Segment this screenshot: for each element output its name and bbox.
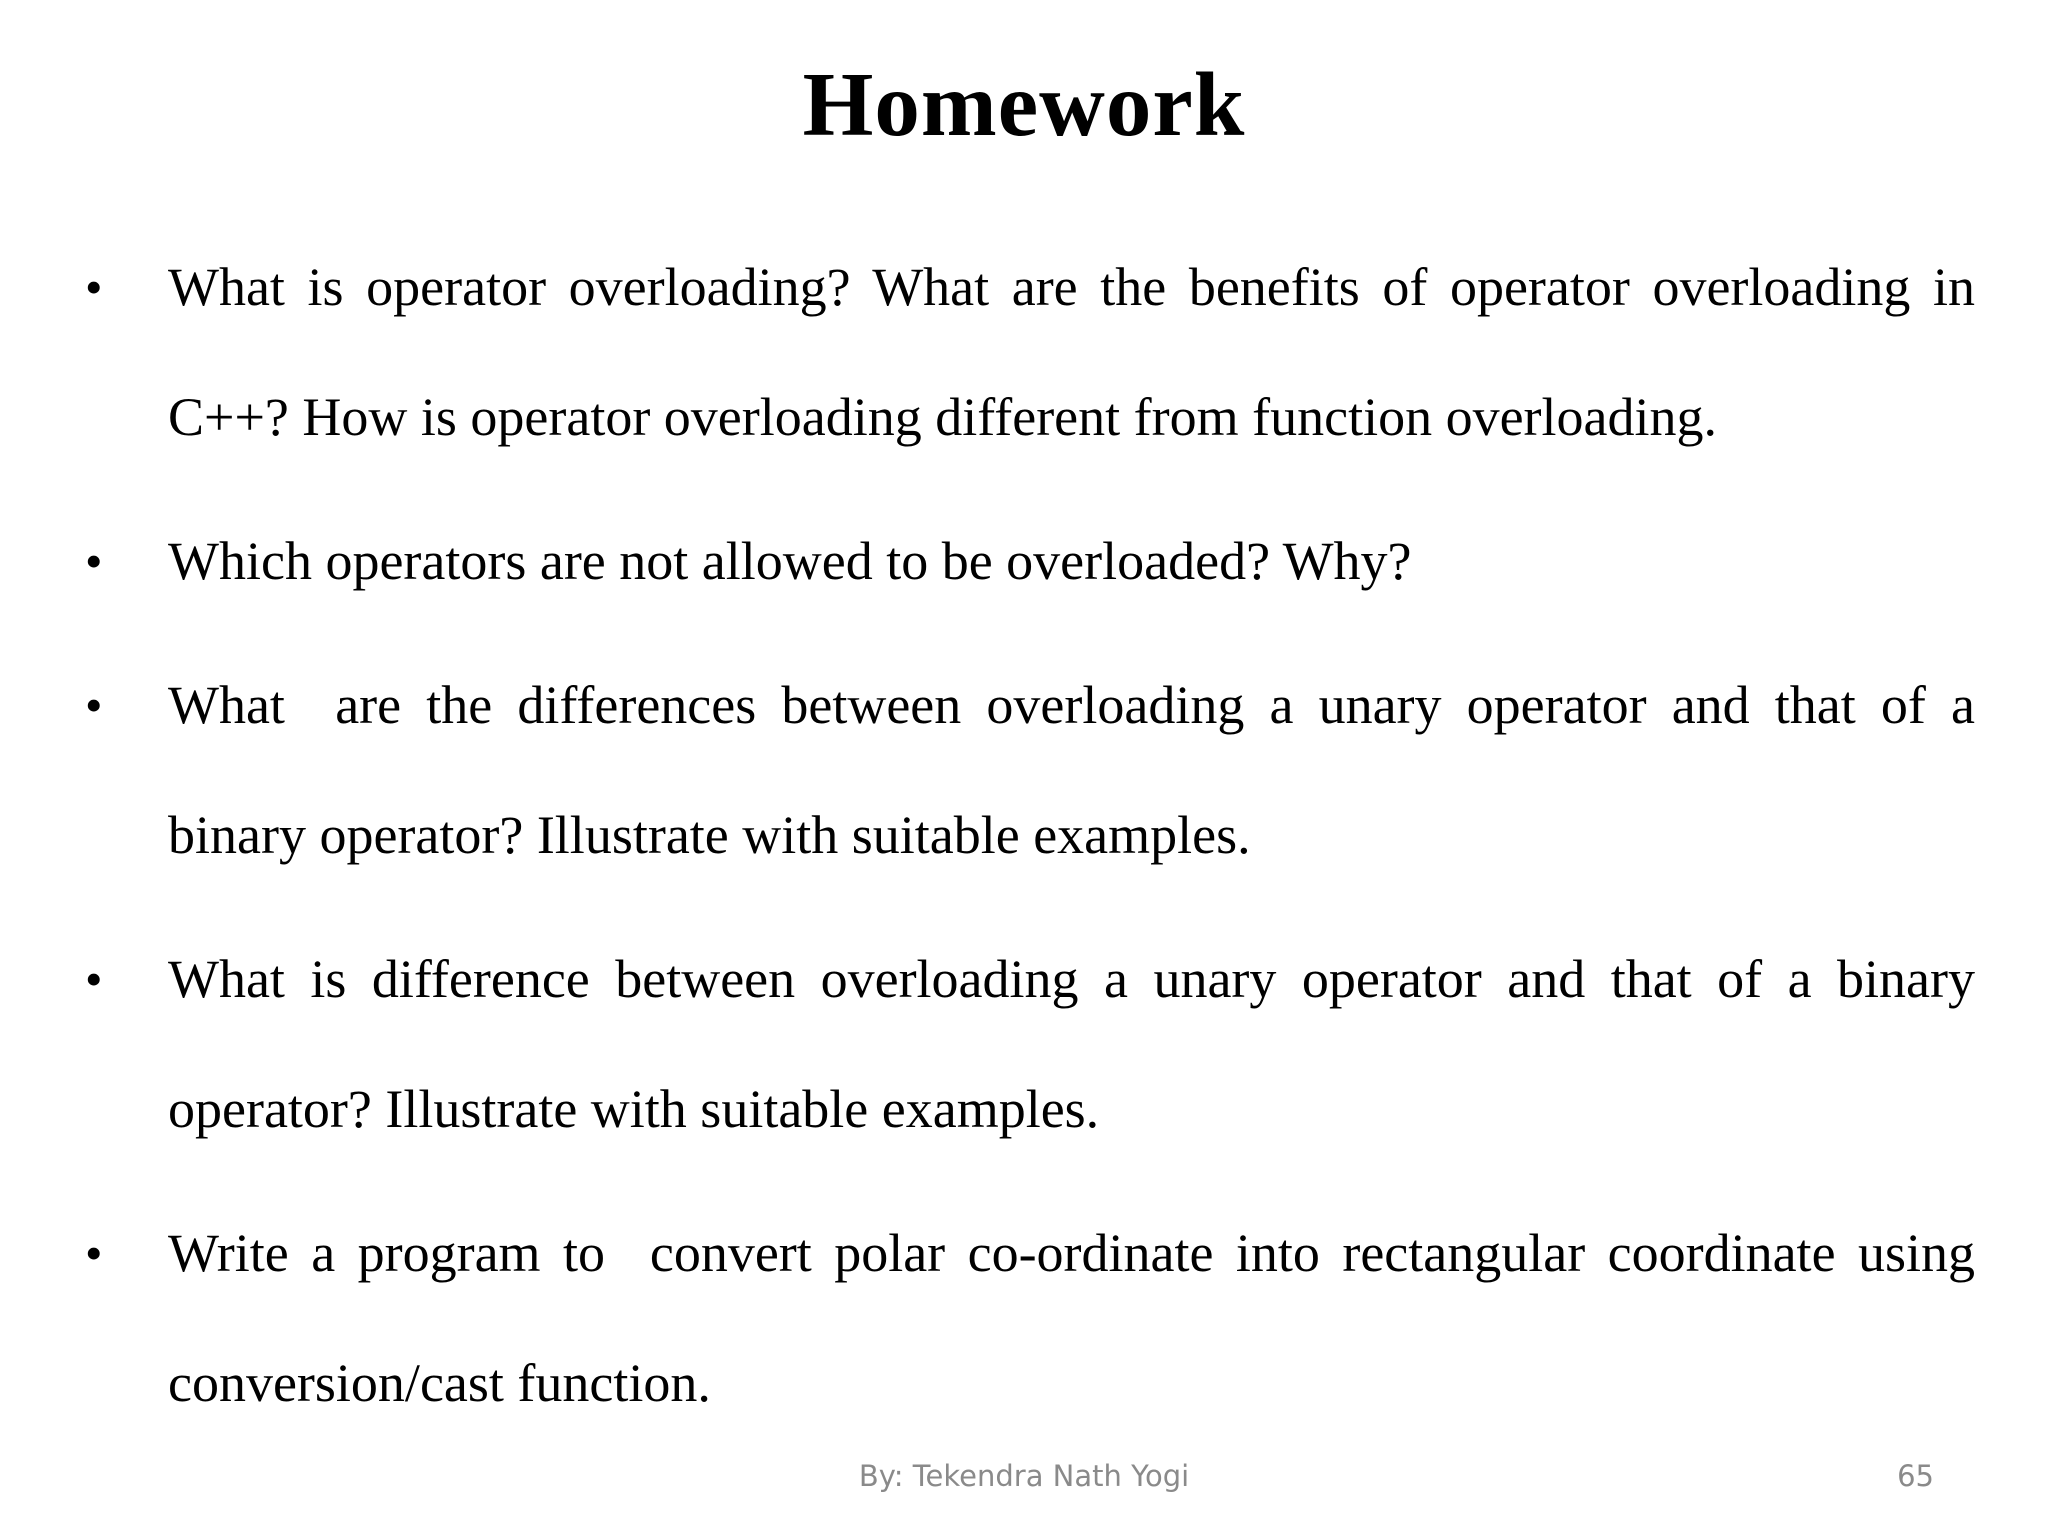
bullet-item xyxy=(85,496,1975,626)
bullet-item xyxy=(85,222,1975,482)
bullet-icon: • xyxy=(85,533,103,589)
bullet-icon: • xyxy=(85,677,103,733)
bullet-text: Write a program to convert polar co-ordinate into rectangular coordinate using conversion/cast function. xyxy=(168,1223,1989,1413)
bullet-icon: • xyxy=(85,259,103,315)
bullet-icon: • xyxy=(85,1225,103,1281)
footer-author: By: Tekendra Nath Yogi xyxy=(858,1459,1190,1493)
bullet-text: What are the differences between overloading a unary operator and that of a binary operator? Illustrate with suitable examples. xyxy=(168,675,1989,865)
bullet-item xyxy=(85,1188,1989,1448)
bullet-text: Which operators are not allowed to be overloaded? Why? xyxy=(168,531,1412,591)
page-number: 65 xyxy=(1897,1459,1934,1493)
bullet-list xyxy=(85,222,1989,1462)
bullet-item xyxy=(85,640,1989,900)
bullet-icon: • xyxy=(85,951,103,1007)
slide-title: Homework xyxy=(802,54,1246,155)
bullet-text: What is operator overloading? What are the benefits of operator overloading in C++? How is operator overloading different from function overloading. xyxy=(168,257,1975,447)
bullet-text: What is difference between overloading a unary operator and that of a binary operator? Illustrate with suitable examples. xyxy=(168,949,1975,1139)
bullet-item xyxy=(85,914,1975,1174)
